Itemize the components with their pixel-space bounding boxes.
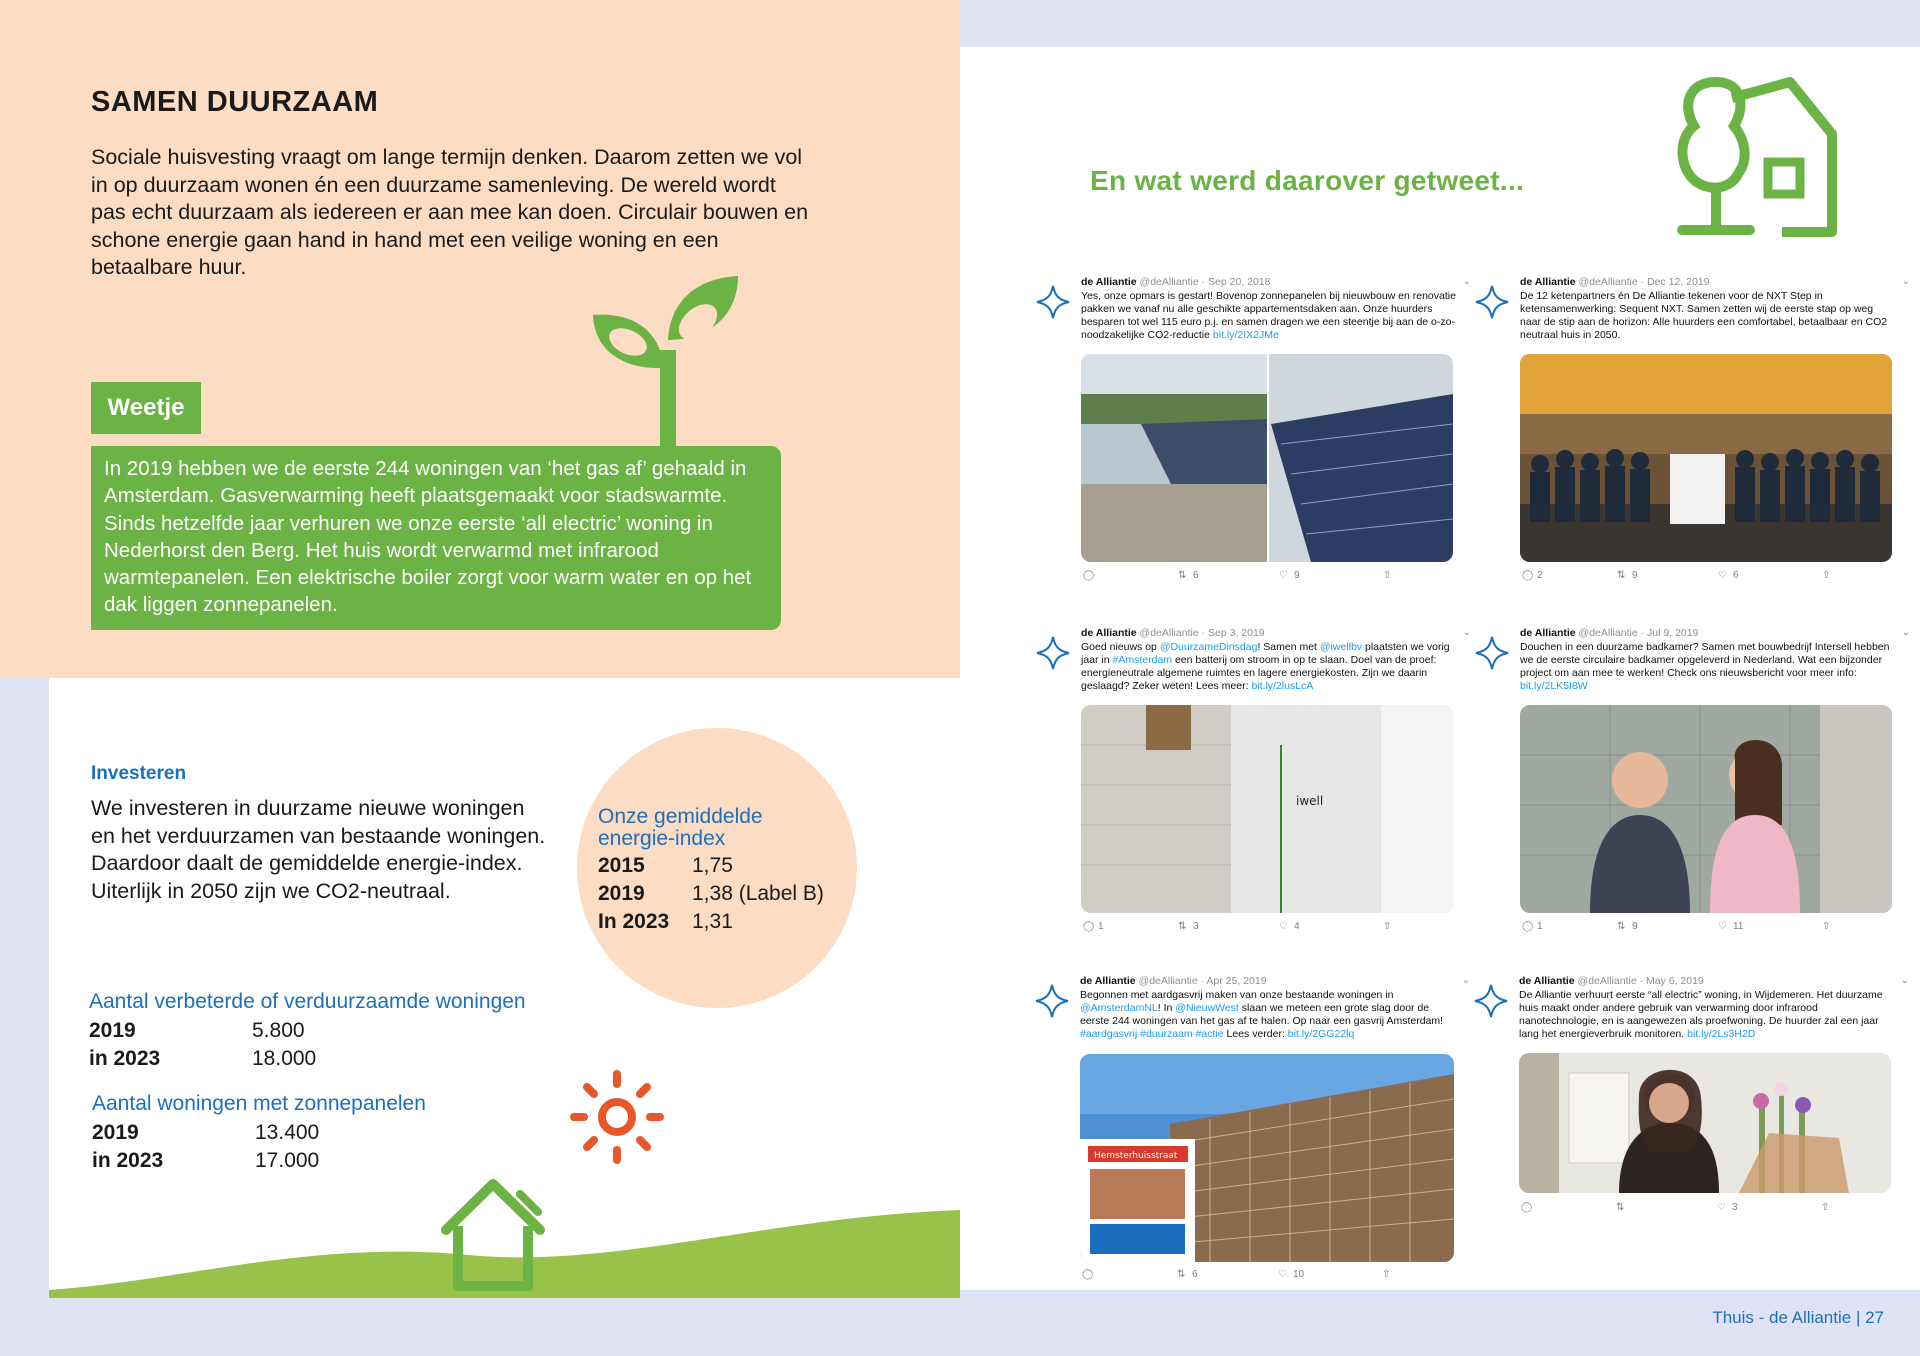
tweet-header: de Alliantie @deAlliantie · Apr 25, 2019: [1080, 975, 1267, 987]
share-icon[interactable]: ⇧: [1822, 570, 1831, 581]
tweet-card[interactable]: [1520, 276, 1920, 581]
share-icon[interactable]: ⇧: [1383, 570, 1392, 581]
mention-link[interactable]: @AmsterdamNL: [1080, 1002, 1158, 1014]
tweet-handle[interactable]: @deAlliantie: [1139, 627, 1199, 639]
energie-value: 1,38 (Label B): [692, 882, 824, 905]
scaffolding-building-photo[interactable]: [1080, 1054, 1454, 1262]
house-icon: [438, 1176, 548, 1296]
tweet-handle[interactable]: @deAlliantie: [1139, 276, 1199, 288]
zonnepanelen-value: 17.000: [255, 1149, 320, 1172]
tweet-link[interactable]: bit.ly/2IX2JMe: [1212, 329, 1279, 341]
woman-with-flowers-photo[interactable]: [1519, 1053, 1891, 1193]
retweet-count: 6: [1193, 570, 1199, 581]
weetje-label: Weetje: [91, 382, 201, 434]
energie-index-title: Onze gemiddelde energie-index: [598, 805, 763, 850]
tweet-author: de Alliantie: [1081, 627, 1137, 639]
mention-link[interactable]: @DuurzameDinsdag: [1159, 641, 1258, 653]
zonnepanelen-year: in 2023: [92, 1149, 164, 1172]
zonnepanelen-title: Aantal woningen met zonnepanelen: [92, 1092, 426, 1115]
reply-count: 1: [1098, 921, 1104, 932]
reply-count: 2: [1537, 570, 1543, 581]
verbeterde-table: [89, 1017, 349, 1077]
page-title: SAMEN DUURZAAM: [91, 86, 379, 118]
tweet-date[interactable]: Sep 3, 2019: [1208, 627, 1265, 639]
sign-text: Hemsterhuisstraat: [1094, 1151, 1178, 1161]
tweet-header: de Alliantie @deAlliantie · Sep 3, 2019: [1081, 627, 1265, 639]
tweet-handle[interactable]: @deAlliantie: [1577, 975, 1637, 987]
alliantie-star-icon: [1034, 983, 1070, 1019]
tweet-author: de Alliantie: [1519, 975, 1575, 987]
tweet-card[interactable]: [1519, 975, 1920, 1213]
tweet-header: de Alliantie @deAlliantie · May 6, 2019: [1519, 975, 1704, 987]
retweet-icon[interactable]: ⇅: [1617, 570, 1626, 581]
reply-icon[interactable]: ◯: [1082, 1269, 1094, 1280]
tweet-author: de Alliantie: [1080, 975, 1136, 987]
verbeterde-year: in 2023: [89, 1047, 161, 1070]
share-icon[interactable]: ⇧: [1822, 921, 1831, 932]
chevron-down-icon[interactable]: ⌄: [1462, 276, 1471, 287]
like-icon[interactable]: ♡: [1718, 921, 1727, 932]
tweet-author: de Alliantie: [1520, 627, 1576, 639]
like-icon[interactable]: ♡: [1279, 570, 1288, 581]
alliantie-star-icon: [1473, 983, 1509, 1019]
share-icon[interactable]: ⇧: [1821, 1202, 1830, 1213]
tweet-link[interactable]: bit.ly/2lusLcA: [1251, 680, 1314, 692]
intro-paragraph: Sociale huisvesting vraagt om lange termijn denken. Daarom zetten we vol in op duurzaam wonen én een duurzame samenleving. De wereld wordt pas echt duurzaam als iedereen er aan mee kan doen. Circulair bouwen en schone energie gaan hand in hand met een veilige woning en een betaalbare huur.: [91, 145, 809, 279]
verbeterde-value: 5.800: [252, 1019, 305, 1042]
retweet-count: 9: [1632, 570, 1638, 581]
tweet-date[interactable]: Sep 20, 2018: [1208, 276, 1271, 288]
tweet-link[interactable]: bit.ly/2GG22lq: [1287, 1028, 1355, 1040]
tweet-text: Douchen in een duurzame badkamer? Samen met bouwbedrijf Intersell hebben we de eerste circulaire badkamer opgeleverd in Nederland. Wat een bijzonder project om aan mee te werken! Check ons nieuwsbericht voor meer info: bit.ly/2LK5I8W: [1520, 641, 1890, 692]
tweet-text: De 12 ketenpartners én De Alliantie tekenen voor de NXT Step in ketensamenwerking: Sequent NXT. Samen zetten wij de eerste stap op weg naar de stip aan de horizon: Alle huurders een comfortabel, betaalbaar en CO2 neutraal huis in 2050.: [1520, 290, 1888, 341]
like-count: 6: [1733, 570, 1739, 581]
reply-count: 1: [1537, 921, 1543, 932]
tweet-handle[interactable]: @deAlliantie: [1138, 975, 1198, 987]
like-count: 9: [1294, 570, 1300, 581]
energie-value: 1,31: [692, 910, 733, 933]
share-icon[interactable]: ⇧: [1382, 1269, 1391, 1280]
alliantie-star-icon: [1035, 635, 1071, 671]
retweet-icon[interactable]: ⇅: [1177, 1269, 1186, 1280]
like-icon[interactable]: ♡: [1717, 1202, 1726, 1213]
tweet-date[interactable]: Dec 12, 2019: [1647, 276, 1710, 288]
hashtag-link[interactable]: #Amsterdam: [1112, 654, 1173, 666]
tweet-handle[interactable]: @deAlliantie: [1578, 627, 1638, 639]
tweet-author: de Alliantie: [1520, 276, 1576, 288]
right-top-band: [960, 0, 1920, 47]
tweet-date[interactable]: May 6, 2019: [1646, 975, 1704, 987]
reply-icon[interactable]: ◯: [1521, 1202, 1533, 1213]
alliantie-star-icon: [1035, 284, 1071, 320]
like-icon[interactable]: ♡: [1279, 921, 1288, 932]
tree-house-icon: [1672, 76, 1840, 242]
zonnepanelen-table: [92, 1119, 352, 1179]
tweets-heading: En wat werd daarover getweet...: [1090, 165, 1525, 196]
iwell-logo-text: iwell: [1296, 794, 1324, 808]
chevron-down-icon[interactable]: ⌄: [1462, 627, 1471, 638]
like-count: 11: [1733, 921, 1744, 932]
share-icon[interactable]: ⇧: [1383, 921, 1392, 932]
like-count: 4: [1294, 921, 1300, 932]
tweet-text: Begonnen met aardgasvrij maken van onze bestaande woningen in @AmsterdamNL! In @NieuwWest slaan we meteen een grote slag door de eerste 244 woningen van het gas af te halen. Op naar een gasvrij Amsterdam! #aardgasvrij #duurzaam #actie Lees verder: bit.ly/2GG22lq: [1080, 989, 1444, 1040]
energie-index-table: [598, 852, 858, 942]
like-icon[interactable]: ♡: [1278, 1269, 1287, 1280]
retweet-icon[interactable]: ⇅: [1617, 921, 1626, 932]
reply-icon[interactable]: ◯: [1522, 921, 1534, 932]
tweet-header: de Alliantie @deAlliantie · Jul 9, 2019: [1520, 627, 1699, 639]
like-icon[interactable]: ♡: [1718, 570, 1727, 581]
alliantie-star-icon: [1474, 635, 1510, 671]
retweet-count: 3: [1193, 921, 1199, 932]
like-count: 10: [1293, 1269, 1305, 1280]
investeren-text: We investeren in duurzame nieuwe woningen en het verduurzamen van bestaande woningen. Daardoor daalt de gemiddelde energie-index. Uiterlijk in 2050 zijn we CO2-neutraal.: [91, 796, 546, 903]
energie-value: 1,75: [692, 854, 733, 877]
weetje-text: In 2019 hebben we de eerste 244 woningen van ‘het gas af’ gehaald in Amsterdam. Gasverwarming heeft plaatsgemaakt voor stadswarmte. Sinds hetzelfde jaar verhuren we onze eerste ‘all electric’ woning in Nederhorst den Berg. Het huis wordt verwarmd met infrarood warmtepanelen. Een elektrische boiler zorgt voor warm water en op het dak liggen zonnepanelen.: [104, 457, 752, 617]
bottom-band: [0, 1290, 1920, 1356]
mention-link[interactable]: @NieuwWest: [1175, 1002, 1239, 1014]
verbeterde-year: 2019: [89, 1019, 136, 1042]
investeren-heading: Investeren: [91, 763, 187, 784]
retweet-icon[interactable]: ⇅: [1178, 570, 1187, 581]
tweet-card[interactable]: [1081, 627, 1501, 932]
bathroom-photo[interactable]: [1520, 705, 1892, 913]
tweet-text: De Alliantie verhuurt eerste “all electric” woning, in Wijdemeren. Het duurzame huis maakt onder andere gebruik van verwarming door infrarood nanotechnologie, en is aangewezen als proefwoning. De huurder zal een jaar lang het energieverbruik monitoren. bit.ly/2Ls3H2D: [1519, 989, 1883, 1040]
tweet-header: de Alliantie @deAlliantie · Sep 20, 2018: [1081, 276, 1271, 288]
hashtag-link[interactable]: #aardgasvrij #duurzaam #actie: [1080, 1028, 1224, 1040]
tweet-text: Yes, onze opmars is gestart! Bovenop zonnepanelen bij nieuwbouw en renovatie pakken we vanaf nu alle geschikte appartementsdaken aan. Onze huurders besparen tot wel 115 euro p.j. en samen dragen we een steentje bij aan de o-zo-noodzakelijke CO2-reductie bit.ly/2IX2JMe: [1081, 290, 1456, 341]
left-side-band: [0, 678, 49, 1298]
tweet-date[interactable]: Jul 9, 2019: [1647, 627, 1699, 639]
page-footer: Thuis - de Alliantie | 27: [1712, 1308, 1884, 1327]
iwell-battery-photo[interactable]: [1081, 705, 1453, 913]
tweet-header: de Alliantie @deAlliantie · Dec 12, 2019: [1520, 276, 1710, 288]
like-count: 3: [1732, 1202, 1738, 1213]
tweet-card[interactable]: [1081, 276, 1501, 581]
retweet-count: 9: [1632, 921, 1638, 932]
tweet-handle[interactable]: @deAlliantie: [1578, 276, 1638, 288]
reply-icon[interactable]: ◯: [1083, 570, 1095, 581]
zonnepanelen-year: 2019: [92, 1121, 139, 1144]
tweet-text: Goed nieuws op @DuurzameDinsdag! Samen met @iwellbv plaatsten we vorig jaar in #Amsterdam een batterij om stroom in op te slaan. Doel van de proef: energieneutrale algemene ruimtes en lagere energiekosten. Zijn we daarin geslaagd? Zeker weten! Lees meer: bit.ly/2lusLcA: [1081, 641, 1450, 692]
tweet-date[interactable]: Apr 25, 2019: [1206, 975, 1267, 987]
zonnepanelen-value: 13.400: [255, 1121, 320, 1144]
energie-year: 2015: [598, 854, 645, 877]
tweet-card[interactable]: [1520, 627, 1920, 932]
reply-icon[interactable]: ◯: [1522, 570, 1534, 581]
chevron-down-icon[interactable]: ⌄: [1901, 627, 1910, 638]
chevron-down-icon[interactable]: ⌄: [1461, 975, 1470, 986]
group-photo[interactable]: [1520, 354, 1892, 562]
reply-icon[interactable]: ◯: [1083, 921, 1095, 932]
chevron-down-icon[interactable]: ⌄: [1900, 975, 1909, 986]
tweet-card[interactable]: [1080, 975, 1500, 1280]
energie-year: 2019: [598, 882, 645, 905]
energie-year: In 2023: [598, 910, 670, 933]
tweet-author: de Alliantie: [1081, 276, 1137, 288]
chevron-down-icon[interactable]: ⌄: [1901, 276, 1910, 287]
tweet-link[interactable]: bit.ly/2LK5I8W: [1520, 680, 1588, 692]
solar-panels-on-roof-photo[interactable]: [1081, 354, 1453, 562]
verbeterde-value: 18.000: [252, 1047, 317, 1070]
tweet-link[interactable]: bit.ly/2Ls3H2D: [1687, 1028, 1756, 1040]
alliantie-star-icon: [1474, 284, 1510, 320]
mention-link[interactable]: @iwellbv: [1319, 641, 1363, 653]
sun-icon: [568, 1068, 666, 1166]
verbeterde-title: Aantal verbeterde of verduurzaamde woningen: [89, 990, 526, 1013]
retweet-icon[interactable]: ⇅: [1616, 1202, 1625, 1213]
retweet-icon[interactable]: ⇅: [1178, 921, 1187, 932]
retweet-count: 6: [1192, 1269, 1198, 1280]
plant-icon: [578, 270, 788, 450]
